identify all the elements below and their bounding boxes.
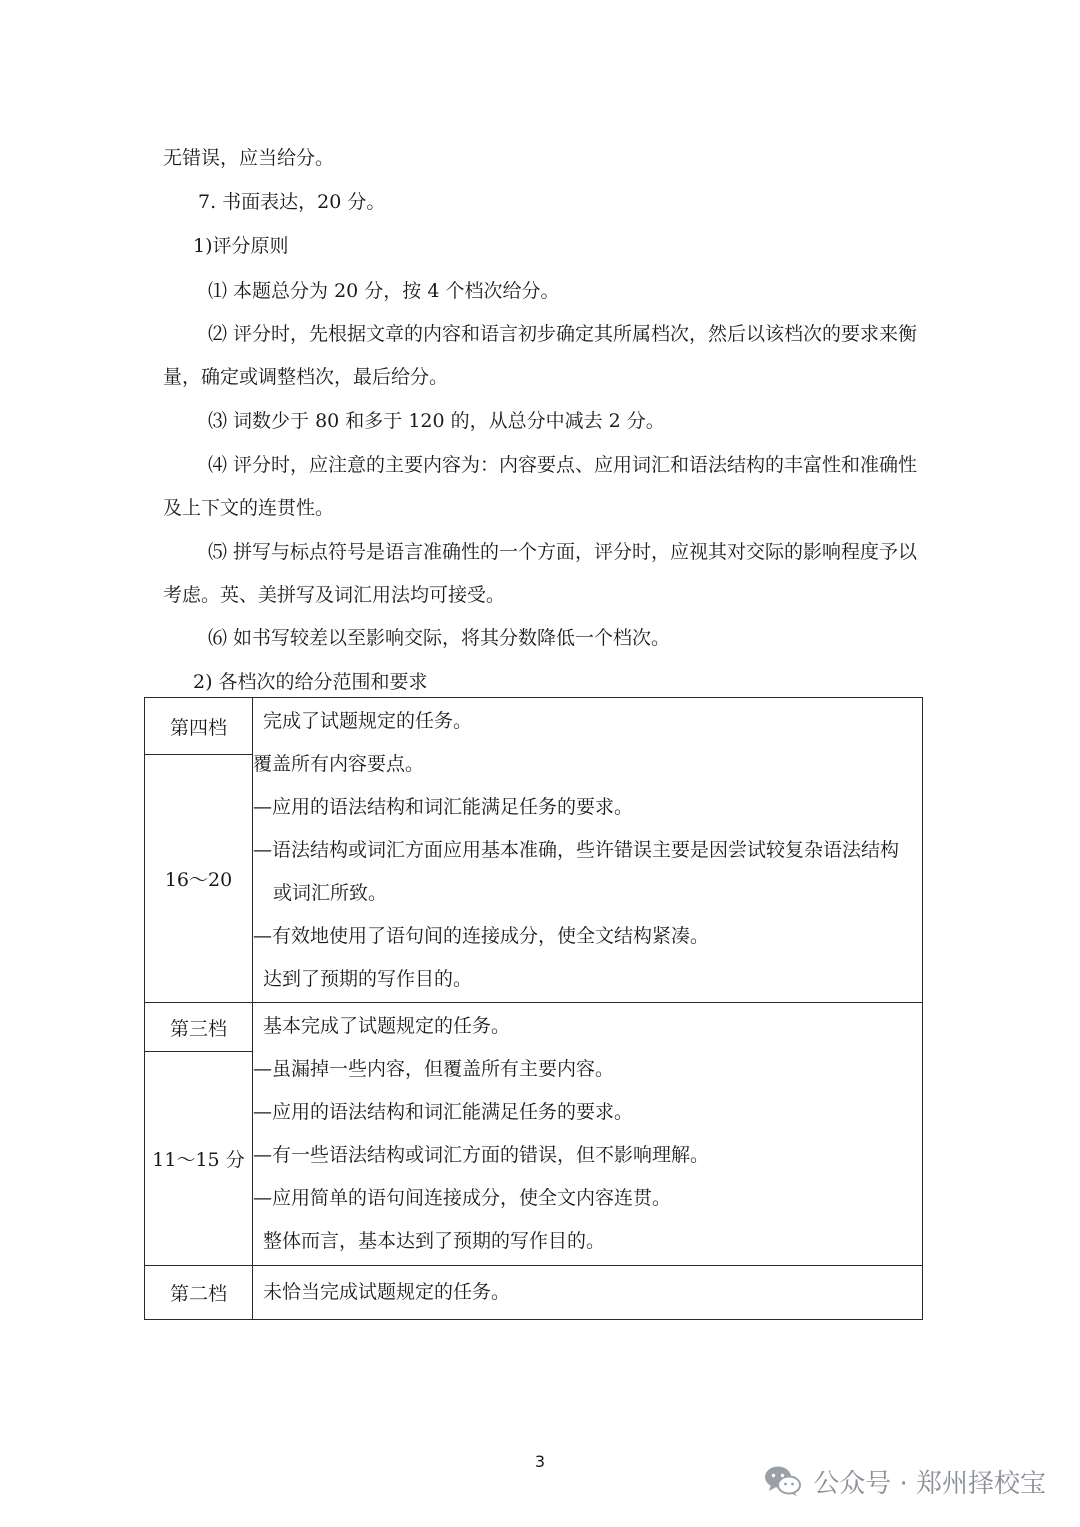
watermark-text: 公众号 · 郑州择校宝	[813, 1468, 1046, 1499]
level-description-cell	[253, 698, 923, 1003]
watermark	[763, 1464, 1046, 1498]
table-row	[145, 698, 923, 755]
level-item: —应用的语法结构和词汇能满足任务的要求。	[253, 795, 634, 818]
level-name-cell: 第三档	[145, 1003, 253, 1052]
level-item: —有一些语法结构或词汇方面的错误，但不影响理解。	[253, 1144, 710, 1166]
page-number: 3	[534, 1452, 546, 1471]
level-name-cell: 第二档	[145, 1266, 253, 1320]
rule-item-5-cont: 考虑。英、美拼写及词汇用法均可接受。	[163, 584, 506, 606]
rule-item-6: ⑹ 如书写较差以至影响交际，将其分数降低一个档次。	[208, 627, 671, 649]
level-item: 覆盖所有内容要点。	[253, 752, 425, 775]
table-row	[145, 1003, 923, 1052]
rule-item-4: ⑷ 评分时，应注意的主要内容为：内容要点、应用词汇和语法结构的丰富性和准确性	[208, 454, 918, 476]
level-item: 整体而言，基本达到了预期的写作目的。	[263, 1230, 606, 1252]
level-name-cell: 第四档	[145, 698, 253, 755]
level-item: —应用简单的语句间连接成分，使全文内容连贯。	[253, 1187, 672, 1209]
paragraph-continuation: 无错误，应当给分。	[163, 147, 335, 169]
level-item: —应用的语法结构和词汇能满足任务的要求。	[253, 1101, 634, 1123]
level-description-cell	[253, 1266, 923, 1320]
level-item: 达到了预期的写作目的。	[263, 967, 473, 990]
rule-item-4-cont: 及上下文的连贯性。	[163, 497, 335, 519]
rule-item-2: ⑵ 评分时，先根据文章的内容和语言初步确定其所属档次，然后以该档次的要求来衡	[208, 323, 918, 345]
wechat-icon	[763, 1464, 803, 1498]
level-item: 或词汇所致。	[273, 881, 388, 904]
grading-table	[144, 697, 923, 1320]
rule-item-1: ⑴ 本题总分为 20 分，按 4 个档次给分。	[208, 280, 560, 302]
level-range-cell: 11～15 分	[145, 1052, 253, 1266]
level-task: 基本完成了试题规定的任务。	[263, 1015, 511, 1037]
level-task: 完成了试题规定的任务。	[263, 709, 473, 732]
rule-item-2-cont: 量，确定或调整档次，最后给分。	[163, 366, 449, 388]
level-item: —虽漏掉一些内容，但覆盖所有主要内容。	[253, 1058, 615, 1080]
subsection-heading-2: 2) 各档次的给分范围和要求	[193, 671, 428, 693]
table-row	[145, 1266, 923, 1320]
level-item: —语法结构或词汇方面应用基本准确，些许错误主要是因尝试较复杂语法结构	[253, 838, 900, 861]
rule-item-3: ⑶ 词数少于 80 和多于 120 的，从总分中减去 2 分。	[208, 410, 665, 432]
level-range-cell: 16～20	[145, 755, 253, 1003]
level-task: 未恰当完成试题规定的任务。	[263, 1281, 511, 1303]
level-description-cell	[253, 1003, 923, 1266]
rule-item-5: ⑸ 拼写与标点符号是语言准确性的一个方面，评分时，应视其对交际的影响程度予以	[208, 541, 918, 563]
subsection-heading: 1)评分原则	[193, 235, 289, 257]
section-heading: 7. 书面表达，20 分。	[198, 191, 386, 213]
level-item: —有效地使用了语句间的连接成分，使全文结构紧凑。	[253, 924, 710, 947]
